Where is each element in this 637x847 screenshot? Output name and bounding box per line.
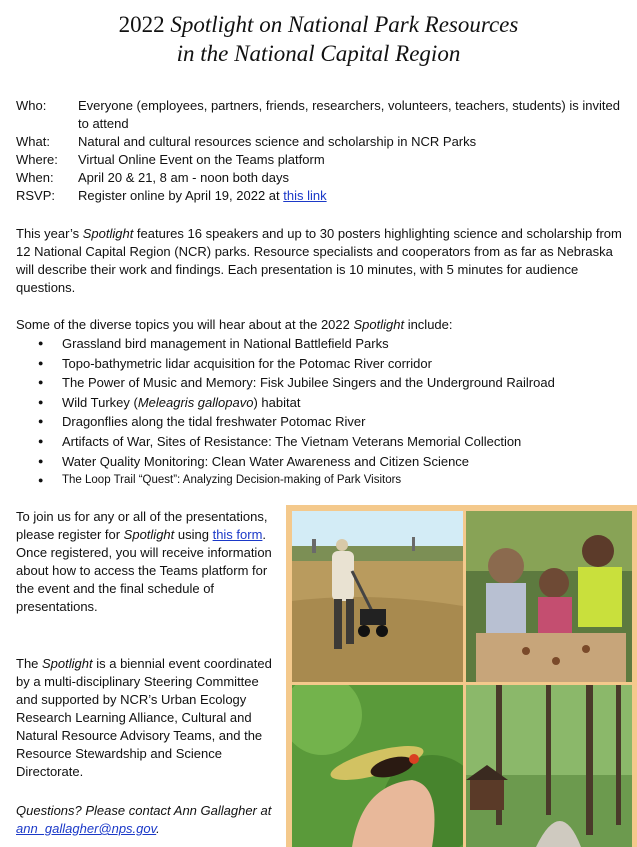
topics-intro-post: include: [404, 317, 453, 332]
info-label: Who: [16, 98, 47, 113]
turkey-post: ) habitat [253, 394, 301, 410]
register-form-link[interactable]: this form [212, 527, 263, 542]
about-paragraph [16, 655, 278, 781]
forest-image [466, 685, 632, 847]
join-paragraph [16, 508, 278, 616]
info-value: Natural and cultural resources science and scholarship in NCR Parks [78, 134, 477, 149]
page-title [0, 10, 637, 68]
title-line1: Spotlight on National Park Resources [170, 12, 519, 37]
photo-forest [466, 685, 632, 847]
about-pre: The [16, 656, 43, 671]
intro-pre: This year’s [16, 226, 83, 241]
students-image [466, 511, 632, 682]
field-survey-image [292, 511, 463, 682]
list-item: ● Water Quality Monitoring: Clean Water Awareness and Citizen Science [38, 452, 623, 472]
join-italic: Spotlight [123, 527, 175, 542]
join-mid: using [174, 527, 213, 542]
info-row-rsvp [16, 187, 626, 205]
contact-email-link[interactable]: ann_gallagher@nps.gov [16, 821, 157, 836]
list-item: ● Topo-bathymetric lidar acquisition for the Potomac River corridor [38, 354, 623, 374]
rsvp-link[interactable]: this link [283, 188, 327, 203]
intro-italic: Spotlight [82, 226, 134, 241]
info-row-who [16, 97, 626, 133]
topics-list [38, 334, 623, 491]
info-value: April 20 & 21, 8 am - noon both days [78, 170, 290, 185]
photo-students [466, 511, 632, 682]
info-value: Virtual Online Event on the Teams platform [78, 152, 325, 167]
join-post: . Once registered, you will receive information about how to access the Teams platform for the event and the final schedule of presentations. [16, 527, 272, 614]
about-post: is a biennial event coordinated by a multi-disciplinary Steering Committee and supported by NCR’s Urban Ecology Research Learning Alliance, Cultural and Natural Resource Advisory Teams, and the Resource Stewardship and Science Directorate. [16, 656, 272, 779]
turkey-italic: Meleagris gallopavo [137, 394, 254, 410]
about-italic: Spotlight [42, 656, 93, 671]
intro-paragraph [16, 225, 628, 297]
cicada-image [292, 685, 463, 847]
intro-post: features 16 speakers and up to 30 posters highlighting science and scholarship from 12 National Capital Region (NCR) parks. Resource specialists and cooperators from as far as Nebraska will describe their work and findings. Each presentation is 10 minutes, with 5 minutes for audience questions. [16, 226, 622, 295]
photo-collage [286, 505, 637, 847]
contact-post: . [156, 821, 160, 836]
join-pre: To join us for any or all of the presentations, please register for [16, 509, 268, 542]
list-item: ● The Loop Trail “Quest”: Analyzing Decision-making of Park Visitors [38, 471, 623, 491]
topics-intro-pre: Some of the diverse topics you will hear about at the 2022 [16, 317, 354, 332]
title-line2: in the National Capital Region [176, 41, 461, 66]
list-item [38, 393, 623, 413]
info-label: When: [16, 170, 54, 185]
list-item: ● Grassland bird management in National Battlefield Parks [38, 334, 623, 354]
list-item: ● The Power of Music and Memory: Fisk Jubilee Singers and the Underground Railroad [38, 373, 623, 393]
photo-cicada [292, 685, 463, 847]
topics-intro [16, 316, 628, 334]
info-label: What: [16, 134, 50, 149]
info-label: RSVP: [16, 188, 56, 203]
contact-paragraph [16, 802, 278, 838]
rsvp-text: Register online by April 19, 2022 at [78, 188, 284, 203]
title-year: 2022 [118, 12, 165, 37]
list-item: ● Artifacts of War, Sites of Resistance: The Vietnam Veterans Memorial Collection [38, 432, 623, 452]
photo-field-survey [292, 511, 463, 682]
info-row-when [16, 169, 626, 187]
contact-pre: Questions? Please contact Ann Gallagher at [16, 803, 272, 818]
info-label: Where: [16, 152, 58, 167]
event-info [16, 97, 626, 205]
list-item: ● Dragonflies along the tidal freshwater Potomac River [38, 412, 623, 432]
info-row-where [16, 151, 626, 169]
info-row-what [16, 133, 626, 151]
info-value: Everyone (employees, partners, friends, researchers, volunteers, teachers, students) is invited to attend [78, 98, 620, 131]
info-value [78, 187, 626, 205]
turkey-pre: Wild Turkey ( [62, 394, 138, 410]
topics-intro-italic: Spotlight [353, 317, 405, 332]
